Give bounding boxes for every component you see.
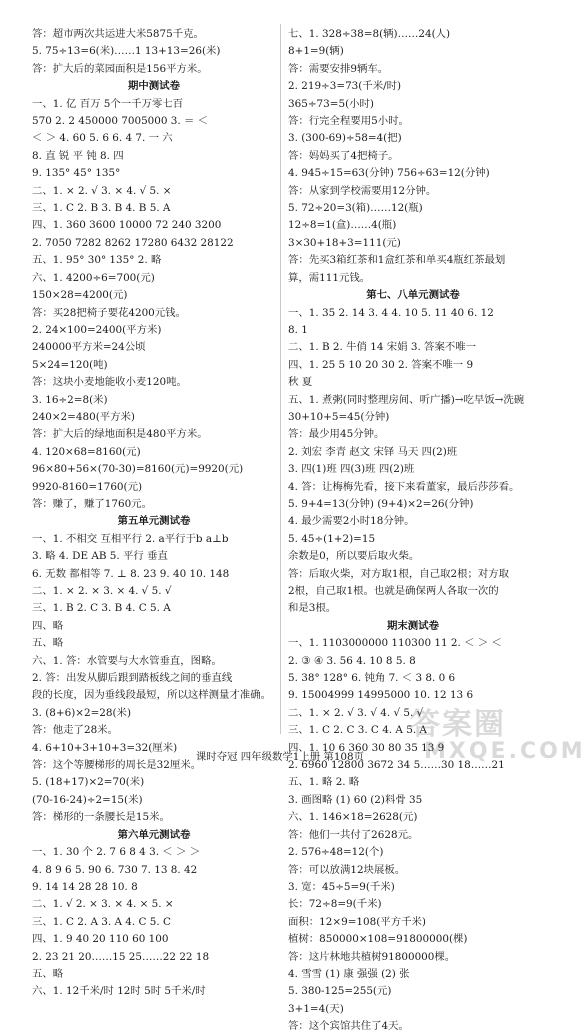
answer-line: 5. 72÷20=3(箱)……12(瓶) <box>288 202 423 215</box>
answer-line: 8. 1 <box>288 323 308 336</box>
answer-line: 答：最少用45分钟。 <box>288 428 385 441</box>
answer-line: 3. 16÷2=8(米) <box>32 393 108 406</box>
answer-line: 答：这个宾馆共住了4天。 <box>288 1020 409 1033</box>
answer-line: 4. 120×68=8160(元) <box>32 445 141 458</box>
answer-line: (70-16-24)÷2=15(米) <box>32 793 143 806</box>
answer-line: 二、1. × 2. √ 3. √ 4. √ 5. √ <box>288 706 424 719</box>
answer-line: 答：他走了28米。 <box>32 724 118 737</box>
answer-line: 五、略 <box>32 967 64 980</box>
answer-line: 4. 8 9 6 5. 90 6. 730 7. 13 8. 42 <box>32 863 198 876</box>
answer-line: 8+1=9(辆) <box>288 45 344 58</box>
answer-line: 四、略 <box>32 619 64 632</box>
answer-line: 570 2. 2 450000 7005000 3. ＝ ＜ <box>32 115 209 128</box>
answer-line: 2. 7050 7282 8262 17280 6432 28122 <box>32 236 234 249</box>
answer-line: 3×30+18+3=111(元) <box>288 236 401 249</box>
answer-line: 三、1. C 2. A 3. A 4. C 5. C <box>32 915 171 928</box>
answer-line: 5. 38° 128° 6. 钝角 7. ＜ 3 8. 0 6 <box>288 672 456 685</box>
answer-line: 四、1. 360 3600 10000 72 240 3200 <box>32 219 222 232</box>
section-heading: 期末测试卷 <box>387 619 439 632</box>
answer-line: 一、1. 不相交 互相平行 2. a平行于b a⊥b <box>32 532 229 545</box>
answer-line: 六、1. 4200÷6=700(元) <box>32 271 155 284</box>
answer-line: 答：这个等腰梯形的周长是32厘米。 <box>32 759 202 772</box>
answer-line: 二、1. B 2. 牛俏 14 宋娟 3. 答案不唯一 <box>288 341 477 354</box>
answer-line: 六、1. 答：水管要与大水管垂直，图略。 <box>32 654 222 667</box>
answer-line: 一、1. 亿 百万 5个一千万零七百 <box>32 97 184 110</box>
answer-line: 4. 雪雪 (1) 康 强强 (2) 张 <box>288 967 410 980</box>
answer-line: 二、1. √ 2. × 3. × 4. × 5. × <box>32 898 174 911</box>
answer-line: 5. 75÷13=6(米)……1 13+13=26(米) <box>32 45 221 58</box>
answer-line: 答：赚了，赚了1760元。 <box>32 497 152 510</box>
answer-line: 3. 四(1)班 四(3)班 四(2)班 <box>288 463 415 476</box>
answer-line: 4. 945÷15=63(分钟) 756÷63=12(分钟) <box>288 167 490 180</box>
answer-line: 2. 6960 12800 3672 34 5……30 18……21 <box>288 759 505 772</box>
answer-line: 长：72÷8=9(千米) <box>288 898 382 911</box>
section-heading: 第五单元测试卷 <box>117 515 191 528</box>
answer-line: 答：行完全程要用5小时。 <box>288 115 409 128</box>
answer-line: 七、1. 328÷38=8(辆)……24(人) <box>288 28 451 40</box>
answer-line: 9920-8160=1760(元) <box>32 480 143 493</box>
answer-line: 30+10+5=45(分钟) <box>288 410 390 423</box>
answer-line: 二、1. × 2. × 3. × 4. √ 5. √ <box>32 585 172 597</box>
answer-line: 2. 答：出发从脚后跟到踏板线之间的垂直线 <box>32 672 233 685</box>
answer-line: 三、1. C 2. B 3. B 4. B 5. A <box>32 202 171 215</box>
answer-line: 面积：12×9=108(平方千米) <box>288 915 426 928</box>
watermark-url: MXQE.COM <box>424 739 586 764</box>
column-divider <box>280 24 281 734</box>
section-heading: 期中测试卷 <box>128 80 180 93</box>
answer-line: 12÷8=1(盒)……4(瓶) <box>288 219 397 232</box>
answer-line: 答：需要安排9辆车。 <box>288 62 389 75</box>
section-heading: 第六单元测试卷 <box>117 828 191 841</box>
answer-line: 答：扩大后的绿地面积是480平方米。 <box>32 428 208 441</box>
answer-line: 3. 宽：45÷5=9(千米) <box>288 880 395 893</box>
answer-line: 三、1. B 2. C 3. B 4. C 5. A <box>32 602 171 615</box>
answer-line: 一、1. 1103000000 110300 11 2. ＜ ＞ ＜ <box>288 637 502 650</box>
answer-line: 150×28=4200(元) <box>32 289 128 302</box>
answer-line: 答：这片林地共植树91800000棵。 <box>288 950 456 963</box>
answer-line: 3. 略 4. DE AB 5. 平行 垂直 <box>32 550 168 563</box>
answer-line: 答：梯形的一条腰长是15米。 <box>32 811 170 824</box>
answer-line: 96×80+56×(70-30)=8160(元)=9920(元) <box>32 463 244 476</box>
watermark-text: 答案圈 <box>410 707 506 742</box>
answer-line: 2根，自己取1根。也就是确保两人各取一次的 <box>288 585 499 597</box>
answer-line: 五、略 <box>32 637 64 650</box>
answer-line: 五、1. 煮粥(同时整理房间、听广播)→吃早饭→洗碗 <box>288 393 525 406</box>
answer-line: 3. (300-69)÷58=4(把) <box>288 132 402 145</box>
answer-line: 4. 6+10+3+10+3=32(厘米) <box>32 741 178 754</box>
answer-line: 答：可以放满12块展板。 <box>288 863 406 876</box>
answer-line: 答：超市两次共运进大米5875千克。 <box>32 28 204 40</box>
answer-line: 2. 576÷48=12(个) <box>288 846 384 859</box>
answer-line: 六、1. 146×18=2628(元) <box>288 811 418 824</box>
answer-line: 三、1. C 2. C 3. C 4. A 5. A <box>288 724 427 737</box>
answer-line: 365÷73=5(小时) <box>288 97 374 110</box>
answer-line: 秋 夏 <box>288 376 313 389</box>
answer-line: 3. 画图略 (1) 60 (2)料骨 35 <box>288 793 423 806</box>
answer-line: 和是3根。 <box>288 602 337 615</box>
left-column <box>32 26 276 1001</box>
answer-line: 答：扩大后的菜园面积是156平方米。 <box>32 62 208 75</box>
answer-line: 答：先买3箱红茶和1盒红茶和单买4瓶红茶最划 <box>288 254 506 267</box>
answer-line: 五、1. 略 2. 略 <box>288 776 360 789</box>
page-footer: 课时夺冠 四年级数学1上册 第108页 <box>195 751 365 763</box>
answer-line: 4. 答：让梅梅先看，接下来看董家，最后莎莎看。 <box>288 480 520 493</box>
answer-line: 4. 最少需要2小时18分钟。 <box>288 515 415 528</box>
answer-line: 9. 14 14 28 28 10. 8 <box>32 880 138 893</box>
answer-line: 3+1=4(天) <box>288 1002 344 1015</box>
answer-line: 5×24=120(吨) <box>32 358 108 371</box>
answer-line: 答：他们一共付了2628元。 <box>288 828 419 841</box>
answer-line: 2. 24×100=2400(平方米) <box>32 323 162 336</box>
answer-line: 答：从家到学校需要用12分钟。 <box>288 184 437 197</box>
answer-line: 六、1. 12千米/时 12时 5时 5千米/时 <box>32 985 206 998</box>
answer-line: 240000平方米=24公顷 <box>32 341 146 354</box>
answer-line: 5. (18+17)×2=70(米) <box>32 776 145 789</box>
answer-line: 植树：850000×108=91800000(棵) <box>288 933 468 946</box>
answer-line: 5. 380-125=255(元) <box>288 985 392 998</box>
answer-line: 240×2=480(平方米) <box>32 410 135 423</box>
answer-line: 一、1. 35 2. 14 3. 4 4. 10 5. 11 40 6. 12 <box>288 306 494 319</box>
answer-line: 5. 45÷(1+2)=15 <box>288 532 376 545</box>
answer-line: 8. 直 锐 平 钝 8. 四 <box>32 149 124 162</box>
answer-line: 2. 219÷3=73(千米/时) <box>288 80 402 93</box>
answer-line: 四、1. 9 40 20 110 60 100 <box>32 933 169 946</box>
answer-line: 四、1. 10 6 360 30 80 35 13 9 <box>288 741 445 754</box>
answer-line: 段的长度，因为垂线段最短，所以这样测量才准确。 <box>32 689 271 702</box>
answer-line: 一、1. 30 个 2. 7 6 8 4 3. ＜ ＞ ＞ <box>32 846 201 859</box>
answer-line: 3. (8+6)×2=28(米) <box>32 706 131 719</box>
answer-line: 2. ③ ④ 3. 56 4. 10 8 5. 8 <box>288 654 416 667</box>
section-heading: 第七、八单元测试卷 <box>366 289 460 302</box>
answer-line: 算，需111元钱。 <box>288 271 371 284</box>
answer-line: 6. 无数 都相等 7. ⊥ 8. 23 9. 40 10. 148 <box>32 567 230 580</box>
answer-line: 四、1. 25 5 10 20 30 2. 答案不唯一 9 <box>288 358 474 371</box>
answer-line: 答：后取火柴，对方取1根，自己取2根；对方取 <box>288 567 510 580</box>
answer-line: 五、1. 95° 30° 135° 2. 略 <box>32 254 162 267</box>
answer-line: 5. 9+4=13(分钟) (9+4)×2=26(分钟) <box>288 497 474 510</box>
answer-line: 2. 刘宏 李青 赵文 宋铎 马天 四(2)班 <box>288 445 458 458</box>
right-column <box>288 26 538 1036</box>
answer-line: 答：这块小麦地能收小麦120吨。 <box>32 376 187 389</box>
answer-line: 2. 23 21 20……15 25……22 22 18 <box>32 950 210 963</box>
answer-line: 答：妈妈买了4把椅子。 <box>288 149 399 162</box>
answer-line: 余数是0，所以要后取火柴。 <box>288 550 420 563</box>
answer-line: 9. 15004999 14995000 10. 12 13 6 <box>288 689 474 702</box>
answer-line: 二、1. × 2. √ 3. × 4. √ 5. × <box>32 184 172 197</box>
answer-line: 答：买28把椅子要花4200元钱。 <box>32 306 186 319</box>
answer-line: 9. 135° 45° 135° <box>32 167 121 180</box>
watermark-logo <box>402 699 586 771</box>
answer-line: ＜ ＞ 4. 60 5. 6 6. 4 7. 一 六 <box>32 132 173 145</box>
